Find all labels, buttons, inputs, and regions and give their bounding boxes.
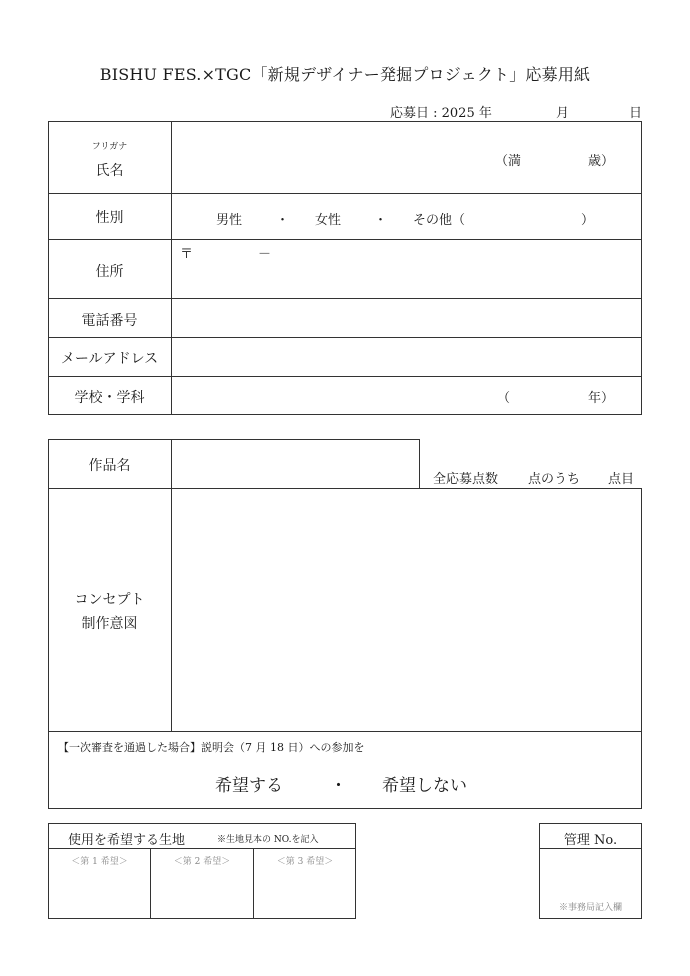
furigana-label: フリガナ <box>91 142 128 152</box>
postal-dash: － <box>258 247 272 262</box>
name-field[interactable] <box>172 122 641 193</box>
school-label: 学校・学科 <box>74 390 145 406</box>
work-title-field[interactable] <box>172 440 418 487</box>
work-title-label: 作品名 <box>88 458 131 474</box>
count-of-label: 点のうち <box>528 472 581 487</box>
date-day: 日 <box>629 106 643 121</box>
email-field[interactable] <box>172 338 641 375</box>
page-title: BISHU FES.×TGC「新規デザイナー発掘プロジェクト」応募用紙 <box>99 65 591 84</box>
gender-male-option[interactable]: 男性 <box>216 213 243 228</box>
concept-field[interactable] <box>172 489 641 730</box>
grade-close: 年） <box>588 391 615 406</box>
fabric-choice-2-label: ＜第 2 希望＞ <box>173 857 231 867</box>
grade-open: （ <box>497 391 511 406</box>
admin-header: 管理 No. <box>563 833 618 848</box>
gender-other-close: ） <box>581 213 595 228</box>
fabric-choice-3-field[interactable] <box>254 868 355 918</box>
wish-yes-option[interactable]: 希望する <box>215 776 283 796</box>
count-nth-label: 点目 <box>608 472 635 487</box>
intent-label: 制作意図 <box>81 616 138 632</box>
phone-field[interactable] <box>172 299 641 336</box>
gender-other-option[interactable]: その他（ <box>413 213 466 228</box>
address-field[interactable] <box>172 240 641 297</box>
age-close: 歳） <box>588 154 615 169</box>
count-total-label: 全応募点数 <box>433 472 499 487</box>
school-field[interactable] <box>172 377 641 414</box>
wish-no-option[interactable]: 希望しない <box>382 776 467 796</box>
fabric-choice-1-field[interactable] <box>49 868 149 918</box>
date-month: 月 <box>556 106 570 121</box>
wish-separator: ・ <box>330 776 347 796</box>
fabric-choice-1-label: ＜第 1 希望＞ <box>71 857 128 867</box>
fabric-header: 使用を希望する生地 <box>68 833 186 848</box>
gender-separator: ・ <box>374 213 388 228</box>
fabric-choice-2-field[interactable] <box>151 868 252 918</box>
date-label: 応募日 : 2025 年 <box>390 106 492 121</box>
name-label: 氏名 <box>95 163 124 179</box>
fabric-note: ※生地見本の NO.を記入 <box>217 835 319 845</box>
age-open: （満 <box>495 154 522 169</box>
phone-label: 電話番号 <box>81 313 138 329</box>
email-label: メールアドレス <box>60 351 159 367</box>
concept-label: コンセプト <box>74 592 145 608</box>
gender-female-option[interactable]: 女性 <box>315 213 342 228</box>
gender-label: 性別 <box>95 210 124 226</box>
fabric-choice-3-label: ＜第 3 希望＞ <box>276 857 334 867</box>
address-label: 住所 <box>95 264 124 280</box>
gender-separator: ・ <box>276 213 290 228</box>
admin-note: ※事務局記入欄 <box>558 903 622 913</box>
briefing-note: 【一次審査を通過した場合】説明会（7 月 18 日）への参加を <box>58 741 365 754</box>
postal-mark: 〒 <box>180 247 194 262</box>
